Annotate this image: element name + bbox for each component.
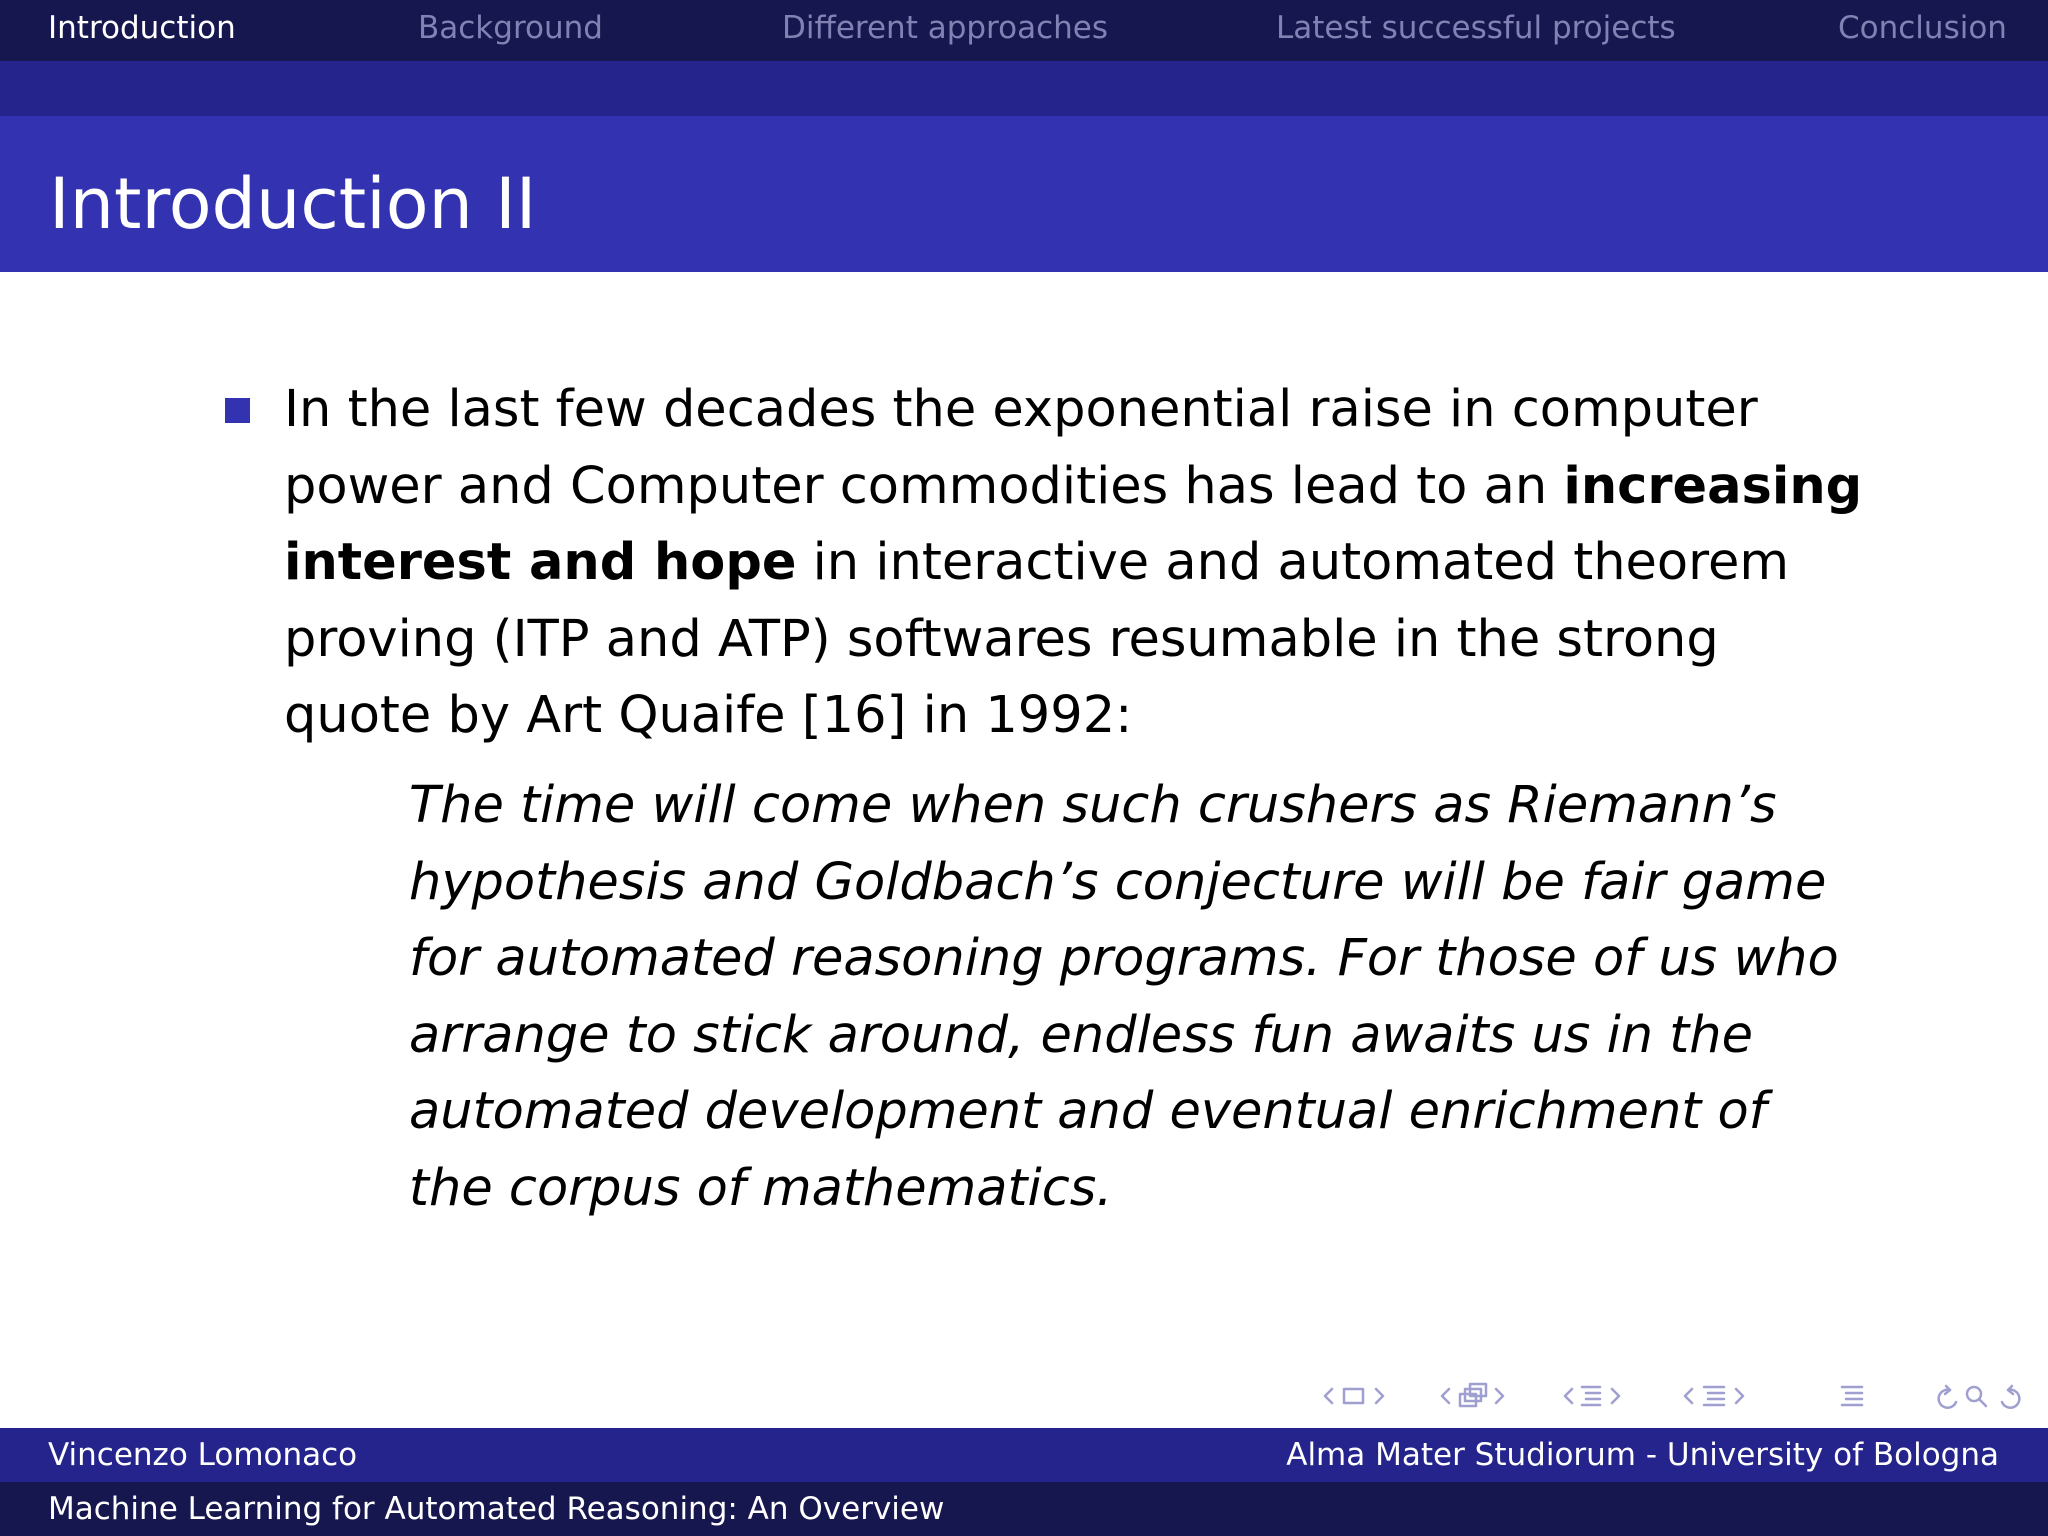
quote-block: The time will come when such crushers as Riemann’s hypothesis and Goldbach’s conjecture will be fair game for automated reasoning programs. For those of us who arrange to stick around, endless fun awaits us in the automated development and eventual enrichment of the corpus of mathematics.: [409, 776, 1839, 1218]
footer-title-bar: [0, 1482, 2048, 1536]
footer-institution: Alma Mater Studiorum - University of Bologna: [1286, 1437, 1999, 1473]
nav-item-introduction[interactable]: Introduction: [48, 10, 236, 46]
bullet-text: [284, 372, 1864, 755]
footer-talk-title: Machine Learning for Automated Reasoning: An Overview: [48, 1491, 945, 1527]
arrow-left-icon[interactable]: [1325, 1389, 1332, 1403]
arrow-right-icon[interactable]: [1376, 1389, 1383, 1403]
frame-icon[interactable]: [1344, 1389, 1363, 1403]
subsection-bar: [0, 61, 2048, 116]
nav-item-background[interactable]: Background: [418, 10, 603, 46]
frame-title: Introduction II: [49, 163, 537, 245]
footer-author-bar: [0, 1428, 2048, 1482]
arrow-right-icon[interactable]: [1612, 1389, 1619, 1403]
subsection-icon[interactable]: [1460, 1384, 1486, 1406]
nav-item-conclusion[interactable]: Conclusion: [1838, 10, 2007, 46]
beamer-navigation-symbols: [1310, 1378, 2036, 1414]
arrow-left-icon[interactable]: [1565, 1389, 1572, 1403]
search-icon[interactable]: [1967, 1387, 1986, 1406]
bullet-square-icon: [225, 398, 250, 423]
arrow-right-icon[interactable]: [1496, 1389, 1503, 1403]
arrow-right-icon[interactable]: [1736, 1389, 1743, 1403]
bullet-text-before: In the last few decades the exponential raise in computer power and Computer commodities has lead to an: [284, 380, 1758, 516]
arrow-left-icon[interactable]: [1685, 1389, 1692, 1403]
align-icon[interactable]: [1842, 1387, 1862, 1405]
forward-icon[interactable]: [2002, 1386, 2019, 1408]
nav-item-different-approaches[interactable]: Different approaches: [782, 10, 1108, 46]
document-icon[interactable]: [1704, 1387, 1724, 1405]
bullet-text-bold: increasing interest and hope: [284, 456, 1863, 592]
nav-item-latest-projects[interactable]: Latest successful projects: [1276, 10, 1676, 46]
section-icon[interactable]: [1582, 1387, 1600, 1405]
arrow-left-icon[interactable]: [1442, 1389, 1449, 1403]
bullet-text-after: in interactive and automated theorem proving (ITP and ATP) softwares resumable in the strong quote by Art Quaife [16] in 1992:: [284, 533, 1790, 745]
top-navigation-bar: [0, 0, 2048, 61]
footer-author: Vincenzo Lomonaco: [48, 1437, 358, 1473]
back-icon[interactable]: [1939, 1386, 1956, 1408]
